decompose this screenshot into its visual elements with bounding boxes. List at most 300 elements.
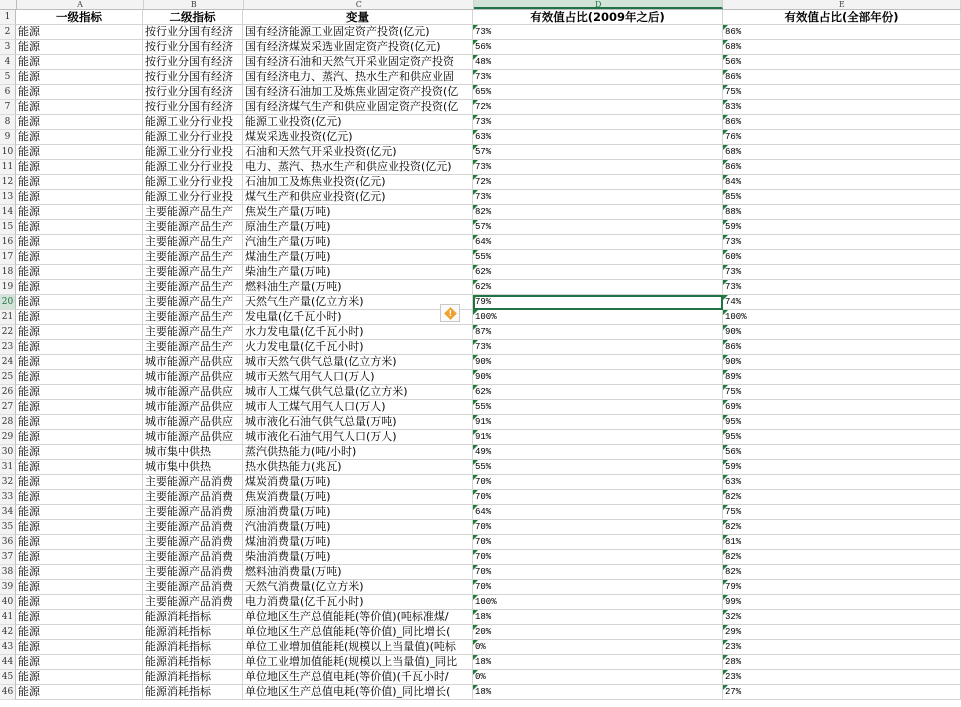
- cell-level2[interactable]: 主要能源产品生产: [143, 310, 243, 325]
- cell-level2[interactable]: 城市集中供热: [143, 445, 243, 460]
- cell-level1[interactable]: 能源: [16, 355, 143, 370]
- row-number[interactable]: 5: [0, 70, 16, 85]
- cell-valid-ratio-2009[interactable]: 91%: [473, 415, 723, 430]
- cell-level2[interactable]: 城市能源产品供应: [143, 355, 243, 370]
- cell-valid-ratio-2009[interactable]: 65%: [473, 85, 723, 100]
- cell-variable[interactable]: 城市人工煤气用气人口(万人): [243, 400, 473, 415]
- cell-valid-ratio-2009[interactable]: 48%: [473, 55, 723, 70]
- cell-level2[interactable]: 主要能源产品消费: [143, 520, 243, 535]
- cell-level2[interactable]: 主要能源产品生产: [143, 265, 243, 280]
- cell-level1[interactable]: 能源: [16, 295, 143, 310]
- cell-variable[interactable]: 柴油生产量(万吨): [243, 265, 473, 280]
- cell-variable[interactable]: 原油消费量(万吨): [243, 505, 473, 520]
- row-number[interactable]: 45: [0, 670, 16, 685]
- cell-valid-ratio-all[interactable]: 76%: [723, 130, 961, 145]
- cell-variable[interactable]: 原油生产量(万吨): [243, 220, 473, 235]
- cell-valid-ratio-2009[interactable]: 70%: [473, 475, 723, 490]
- cell-level2[interactable]: 能源消耗指标: [143, 655, 243, 670]
- row-number[interactable]: 42: [0, 625, 16, 640]
- cell-level2[interactable]: 按行业分国有经济: [143, 70, 243, 85]
- cell-valid-ratio-2009[interactable]: 62%: [473, 280, 723, 295]
- row-number[interactable]: 15: [0, 220, 16, 235]
- column-header-e[interactable]: E: [723, 0, 961, 9]
- cell-level1[interactable]: 能源: [16, 460, 143, 475]
- cell-level2[interactable]: 能源工业分行业投: [143, 115, 243, 130]
- cell-level1[interactable]: 能源: [16, 115, 143, 130]
- cell-level2[interactable]: 城市能源产品供应: [143, 370, 243, 385]
- cell-valid-ratio-2009[interactable]: 18%: [473, 610, 723, 625]
- cell-level2[interactable]: 主要能源产品消费: [143, 550, 243, 565]
- cell-valid-ratio-all[interactable]: 73%: [723, 235, 961, 250]
- cell-valid-ratio-2009[interactable]: 91%: [473, 430, 723, 445]
- cell-variable[interactable]: 发电量(亿千瓦小时): [243, 310, 473, 325]
- cell-valid-ratio-all[interactable]: 23%: [723, 640, 961, 655]
- cell-variable[interactable]: 汽油消费量(万吨): [243, 520, 473, 535]
- cell-level1[interactable]: 能源: [16, 280, 143, 295]
- cell-level2[interactable]: 主要能源产品生产: [143, 205, 243, 220]
- cell-valid-ratio-2009[interactable]: 72%: [473, 175, 723, 190]
- row-number[interactable]: 37: [0, 550, 16, 565]
- cell-level2[interactable]: 城市能源产品供应: [143, 400, 243, 415]
- cell-level1[interactable]: 能源: [16, 340, 143, 355]
- cell-valid-ratio-all[interactable]: 27%: [723, 685, 961, 700]
- row-number[interactable]: 19: [0, 280, 16, 295]
- column-header-b[interactable]: B: [144, 0, 244, 9]
- table-row: [0, 565, 961, 580]
- cell-valid-ratio-all[interactable]: 23%: [723, 670, 961, 685]
- cell-variable[interactable]: 城市天然气供气总量(亿立方米): [243, 355, 473, 370]
- cell-valid-ratio-2009[interactable]: 55%: [473, 400, 723, 415]
- cell-variable[interactable]: 电力消费量(亿千瓦小时): [243, 595, 473, 610]
- cell-variable[interactable]: 单位工业增加值能耗(规模以上当量值)(吨标: [243, 640, 473, 655]
- cell-level1[interactable]: 能源: [16, 445, 143, 460]
- cell-level2[interactable]: 主要能源产品生产: [143, 325, 243, 340]
- cell-variable[interactable]: 燃料油消费量(万吨): [243, 565, 473, 580]
- table-row: [0, 640, 961, 655]
- row-number[interactable]: 40: [0, 595, 16, 610]
- cell-valid-ratio-2009[interactable]: 73%: [473, 115, 723, 130]
- table-row: [0, 310, 961, 325]
- cell-valid-ratio-all[interactable]: 90%: [723, 355, 961, 370]
- cell-level2[interactable]: 能源工业分行业投: [143, 160, 243, 175]
- cell-variable[interactable]: 城市液化石油气用气人口(万人): [243, 430, 473, 445]
- cell-valid-ratio-all[interactable]: 99%: [723, 595, 961, 610]
- row-number[interactable]: 23: [0, 340, 16, 355]
- row-number[interactable]: 43: [0, 640, 16, 655]
- error-check-button[interactable]: [440, 304, 460, 322]
- cell-variable[interactable]: 汽油生产量(万吨): [243, 235, 473, 250]
- cell-valid-ratio-all[interactable]: 88%: [723, 205, 961, 220]
- cell-level1[interactable]: 能源: [16, 25, 143, 40]
- cell-valid-ratio-2009[interactable]: 87%: [473, 325, 723, 340]
- cell-valid-ratio-all[interactable]: 86%: [723, 340, 961, 355]
- cell-level2[interactable]: 按行业分国有经济: [143, 85, 243, 100]
- cell-variable[interactable]: 城市液化石油气供气总量(万吨): [243, 415, 473, 430]
- cell-level1[interactable]: 能源: [16, 130, 143, 145]
- cell-level1[interactable]: 能源: [16, 415, 143, 430]
- row-number[interactable]: 3: [0, 40, 16, 55]
- cell-valid-ratio-2009[interactable]: 70%: [473, 565, 723, 580]
- cell-level2[interactable]: 能源工业分行业投: [143, 175, 243, 190]
- cell-level2[interactable]: 主要能源产品生产: [143, 295, 243, 310]
- cell-valid-ratio-2009[interactable]: 90%: [473, 355, 723, 370]
- row-number[interactable]: 10: [0, 145, 16, 160]
- cell-valid-ratio-all[interactable]: 86%: [723, 115, 961, 130]
- cell-valid-ratio-all[interactable]: 95%: [723, 430, 961, 445]
- cell-valid-ratio-2009[interactable]: 62%: [473, 265, 723, 280]
- row-number[interactable]: 28: [0, 415, 16, 430]
- cell-level1[interactable]: 能源: [16, 385, 143, 400]
- cell-level1[interactable]: 能源: [16, 70, 143, 85]
- header-cell-variable[interactable]: 变量: [243, 10, 473, 25]
- row-number[interactable]: 6: [0, 85, 16, 100]
- cell-variable[interactable]: 单位地区生产总值电耗(等价值)_同比增长(: [243, 685, 473, 700]
- cell-level2[interactable]: 按行业分国有经济: [143, 25, 243, 40]
- cell-variable[interactable]: 国有经济电力、蒸汽、热水生产和供应业固: [243, 70, 473, 85]
- cell-valid-ratio-2009[interactable]: 73%: [473, 25, 723, 40]
- cell-variable[interactable]: 蒸汽供热能力(吨/小时): [243, 445, 473, 460]
- cell-valid-ratio-all[interactable]: 82%: [723, 550, 961, 565]
- cell-valid-ratio-2009[interactable]: 79%: [473, 295, 723, 310]
- cell-level1[interactable]: 能源: [16, 625, 143, 640]
- column-header-c[interactable]: C: [244, 0, 474, 9]
- cell-valid-ratio-2009[interactable]: 64%: [473, 505, 723, 520]
- cell-valid-ratio-2009[interactable]: 57%: [473, 220, 723, 235]
- cell-level2[interactable]: 主要能源产品生产: [143, 280, 243, 295]
- cell-variable[interactable]: 国有经济煤炭采选业固定资产投资(亿元): [243, 40, 473, 55]
- cell-level1[interactable]: 能源: [16, 475, 143, 490]
- row-number[interactable]: 30: [0, 445, 16, 460]
- header-cell-level1[interactable]: 一级指标: [16, 10, 143, 25]
- row-number[interactable]: 46: [0, 685, 16, 700]
- cell-level2[interactable]: 能源消耗指标: [143, 640, 243, 655]
- row-number[interactable]: 1: [0, 10, 16, 25]
- cell-level2[interactable]: 能源工业分行业投: [143, 190, 243, 205]
- table-row: [0, 55, 961, 70]
- cell-valid-ratio-2009[interactable]: 70%: [473, 520, 723, 535]
- header-cell-valid-ratio-all[interactable]: 有效值占比(全部年份): [723, 10, 961, 25]
- cell-valid-ratio-2009[interactable]: 18%: [473, 655, 723, 670]
- cell-level1[interactable]: 能源: [16, 310, 143, 325]
- cell-valid-ratio-all[interactable]: 82%: [723, 520, 961, 535]
- cell-valid-ratio-all[interactable]: 73%: [723, 280, 961, 295]
- cell-valid-ratio-2009[interactable]: 62%: [473, 385, 723, 400]
- table-row: [0, 670, 961, 685]
- header-cell-valid-ratio-2009[interactable]: 有效值占比(2009年之后): [473, 10, 723, 25]
- table-row: [0, 130, 961, 145]
- table-row: [0, 490, 961, 505]
- cell-variable[interactable]: 煤炭采选业投资(亿元): [243, 130, 473, 145]
- row-number[interactable]: 39: [0, 580, 16, 595]
- table-row: [0, 145, 961, 160]
- row-number[interactable]: 41: [0, 610, 16, 625]
- cell-level1[interactable]: 能源: [16, 610, 143, 625]
- cell-level2[interactable]: 主要能源产品生产: [143, 250, 243, 265]
- row-number[interactable]: 44: [0, 655, 16, 670]
- cell-level1[interactable]: 能源: [16, 325, 143, 340]
- cell-level2[interactable]: 能源工业分行业投: [143, 145, 243, 160]
- cell-level2[interactable]: 按行业分国有经济: [143, 55, 243, 70]
- cell-variable[interactable]: 国有经济石油和天然气开采业固定资产投资: [243, 55, 473, 70]
- row-number[interactable]: 36: [0, 535, 16, 550]
- cell-level2[interactable]: 主要能源产品消费: [143, 535, 243, 550]
- cell-valid-ratio-all[interactable]: 56%: [723, 445, 961, 460]
- cell-level1[interactable]: 能源: [16, 490, 143, 505]
- cell-valid-ratio-2009[interactable]: 73%: [473, 160, 723, 175]
- cell-variable[interactable]: 煤炭消费量(万吨): [243, 475, 473, 490]
- row-number[interactable]: 16: [0, 235, 16, 250]
- cell-level1[interactable]: 能源: [16, 505, 143, 520]
- cell-valid-ratio-all[interactable]: 63%: [723, 475, 961, 490]
- cell-level1[interactable]: 能源: [16, 205, 143, 220]
- cell-valid-ratio-2009[interactable]: 73%: [473, 340, 723, 355]
- table-row: [0, 520, 961, 535]
- row-number[interactable]: 9: [0, 130, 16, 145]
- table-row: [0, 85, 961, 100]
- row-number[interactable]: 32: [0, 475, 16, 490]
- cell-valid-ratio-all[interactable]: 75%: [723, 505, 961, 520]
- cell-valid-ratio-all[interactable]: 32%: [723, 610, 961, 625]
- cell-level1[interactable]: 能源: [16, 685, 143, 700]
- row-number[interactable]: 17: [0, 250, 16, 265]
- cell-variable[interactable]: 单位工业增加值能耗(规模以上当量值)_同比: [243, 655, 473, 670]
- row-number[interactable]: 11: [0, 160, 16, 175]
- cell-level2[interactable]: 城市能源产品供应: [143, 415, 243, 430]
- cell-level1[interactable]: 能源: [16, 580, 143, 595]
- cell-variable[interactable]: 单位地区生产总值电耗(等价值)(千瓦小时/: [243, 670, 473, 685]
- cell-valid-ratio-all[interactable]: 86%: [723, 25, 961, 40]
- cell-level1[interactable]: 能源: [16, 190, 143, 205]
- row-number[interactable]: 2: [0, 25, 16, 40]
- cell-variable[interactable]: 国有经济煤气生产和供应业固定资产投资(亿: [243, 100, 473, 115]
- cell-variable[interactable]: 国有经济石油加工及炼焦业固定资产投资(亿: [243, 85, 473, 100]
- cell-valid-ratio-all[interactable]: 82%: [723, 490, 961, 505]
- cell-level2[interactable]: 能源消耗指标: [143, 610, 243, 625]
- cell-level1[interactable]: 能源: [16, 535, 143, 550]
- header-cell-level2[interactable]: 二级指标: [143, 10, 243, 25]
- cell-variable[interactable]: 煤油生产量(万吨): [243, 250, 473, 265]
- table-row: [0, 100, 961, 115]
- cell-level1[interactable]: 能源: [16, 145, 143, 160]
- cell-level1[interactable]: 能源: [16, 175, 143, 190]
- cell-valid-ratio-all[interactable]: 79%: [723, 580, 961, 595]
- cell-level2[interactable]: 能源消耗指标: [143, 670, 243, 685]
- cell-valid-ratio-2009[interactable]: 73%: [473, 70, 723, 85]
- cell-level1[interactable]: 能源: [16, 520, 143, 535]
- table-row: [0, 175, 961, 190]
- cell-valid-ratio-all[interactable]: 59%: [723, 220, 961, 235]
- table-row: [0, 190, 961, 205]
- cell-level1[interactable]: 能源: [16, 565, 143, 580]
- cell-level2[interactable]: 主要能源产品消费: [143, 505, 243, 520]
- cell-variable[interactable]: 能源工业投资(亿元): [243, 115, 473, 130]
- cell-valid-ratio-2009[interactable]: 100%: [473, 595, 723, 610]
- cell-valid-ratio-2009[interactable]: 70%: [473, 535, 723, 550]
- cell-level2[interactable]: 城市能源产品供应: [143, 430, 243, 445]
- cell-valid-ratio-2009[interactable]: 0%: [473, 670, 723, 685]
- cell-level1[interactable]: 能源: [16, 40, 143, 55]
- cell-level1[interactable]: 能源: [16, 670, 143, 685]
- row-number[interactable]: 34: [0, 505, 16, 520]
- cell-variable[interactable]: 天然气生产量(亿立方米): [243, 295, 473, 310]
- row-number[interactable]: 29: [0, 430, 16, 445]
- row-number[interactable]: 22: [0, 325, 16, 340]
- cell-valid-ratio-2009[interactable]: 73%: [473, 190, 723, 205]
- cell-level2[interactable]: 按行业分国有经济: [143, 100, 243, 115]
- cell-valid-ratio-2009[interactable]: 20%: [473, 625, 723, 640]
- cell-level1[interactable]: 能源: [16, 250, 143, 265]
- cell-valid-ratio-all[interactable]: 82%: [723, 565, 961, 580]
- cell-level2[interactable]: 主要能源产品消费: [143, 490, 243, 505]
- cell-valid-ratio-all[interactable]: 28%: [723, 655, 961, 670]
- cell-valid-ratio-all[interactable]: 75%: [723, 85, 961, 100]
- row-number[interactable]: 20: [0, 295, 16, 310]
- cell-valid-ratio-2009[interactable]: 56%: [473, 40, 723, 55]
- cell-valid-ratio-all[interactable]: 86%: [723, 70, 961, 85]
- cell-variable[interactable]: 石油加工及炼焦业投资(亿元): [243, 175, 473, 190]
- cell-valid-ratio-all[interactable]: 81%: [723, 535, 961, 550]
- cell-valid-ratio-all[interactable]: 89%: [723, 370, 961, 385]
- cell-level1[interactable]: 能源: [16, 235, 143, 250]
- cell-valid-ratio-2009[interactable]: 70%: [473, 490, 723, 505]
- cell-valid-ratio-all[interactable]: 75%: [723, 385, 961, 400]
- cell-level1[interactable]: 能源: [16, 370, 143, 385]
- cell-valid-ratio-2009[interactable]: 57%: [473, 145, 723, 160]
- cell-level2[interactable]: 主要能源产品生产: [143, 340, 243, 355]
- cell-variable[interactable]: 城市人工煤气供气总量(亿立方米): [243, 385, 473, 400]
- cell-valid-ratio-2009[interactable]: 18%: [473, 685, 723, 700]
- cell-variable[interactable]: 城市天然气用气人口(万人): [243, 370, 473, 385]
- cell-level2[interactable]: 主要能源产品消费: [143, 475, 243, 490]
- row-number[interactable]: 14: [0, 205, 16, 220]
- cell-valid-ratio-2009[interactable]: 70%: [473, 550, 723, 565]
- row-number[interactable]: 25: [0, 370, 16, 385]
- cell-variable[interactable]: 单位地区生产总值能耗(等价值)(吨标准煤/: [243, 610, 473, 625]
- row-number[interactable]: 35: [0, 520, 16, 535]
- cell-level2[interactable]: 能源消耗指标: [143, 625, 243, 640]
- cell-valid-ratio-all[interactable]: 95%: [723, 415, 961, 430]
- cell-variable[interactable]: 电力、蒸汽、热水生产和供应业投资(亿元): [243, 160, 473, 175]
- cell-valid-ratio-2009[interactable]: 0%: [473, 640, 723, 655]
- row-number[interactable]: 21: [0, 310, 16, 325]
- row-number[interactable]: 27: [0, 400, 16, 415]
- cell-level1[interactable]: 能源: [16, 85, 143, 100]
- cell-valid-ratio-2009[interactable]: 100%: [473, 310, 723, 325]
- cell-valid-ratio-2009[interactable]: 70%: [473, 580, 723, 595]
- cell-valid-ratio-all[interactable]: 74%: [723, 295, 961, 310]
- cell-level1[interactable]: 能源: [16, 220, 143, 235]
- cell-valid-ratio-all[interactable]: 90%: [723, 325, 961, 340]
- row-number[interactable]: 33: [0, 490, 16, 505]
- cell-valid-ratio-all[interactable]: 29%: [723, 625, 961, 640]
- row-number[interactable]: 7: [0, 100, 16, 115]
- cell-valid-ratio-2009[interactable]: 55%: [473, 250, 723, 265]
- cell-valid-ratio-2009[interactable]: 64%: [473, 235, 723, 250]
- cell-valid-ratio-all[interactable]: 60%: [723, 250, 961, 265]
- cell-valid-ratio-all[interactable]: 68%: [723, 145, 961, 160]
- cell-valid-ratio-all[interactable]: 86%: [723, 160, 961, 175]
- cell-variable[interactable]: 燃料油生产量(万吨): [243, 280, 473, 295]
- cell-valid-ratio-2009[interactable]: 72%: [473, 100, 723, 115]
- cell-variable[interactable]: 焦炭生产量(万吨): [243, 205, 473, 220]
- cell-valid-ratio-all[interactable]: 100%: [723, 310, 961, 325]
- row-number[interactable]: 31: [0, 460, 16, 475]
- cell-level2[interactable]: 按行业分国有经济: [143, 40, 243, 55]
- cell-level2[interactable]: 主要能源产品消费: [143, 595, 243, 610]
- column-header-a[interactable]: A: [17, 0, 144, 9]
- cell-level2[interactable]: 主要能源产品消费: [143, 565, 243, 580]
- cell-valid-ratio-all[interactable]: 68%: [723, 40, 961, 55]
- cell-level1[interactable]: 能源: [16, 100, 143, 115]
- row-number[interactable]: 8: [0, 115, 16, 130]
- cell-level2[interactable]: 主要能源产品生产: [143, 235, 243, 250]
- row-number[interactable]: 26: [0, 385, 16, 400]
- row-number[interactable]: 4: [0, 55, 16, 70]
- cell-valid-ratio-2009[interactable]: 82%: [473, 205, 723, 220]
- cell-level1[interactable]: 能源: [16, 640, 143, 655]
- cell-valid-ratio-all[interactable]: 56%: [723, 55, 961, 70]
- cell-variable[interactable]: 单位地区生产总值能耗(等价值)_同比增长(: [243, 625, 473, 640]
- cell-level1[interactable]: 能源: [16, 430, 143, 445]
- cell-level1[interactable]: 能源: [16, 400, 143, 415]
- cell-valid-ratio-2009[interactable]: 63%: [473, 130, 723, 145]
- cell-valid-ratio-all[interactable]: 85%: [723, 190, 961, 205]
- grid-rows: [0, 10, 961, 700]
- cell-valid-ratio-all[interactable]: 73%: [723, 265, 961, 280]
- row-number[interactable]: 13: [0, 190, 16, 205]
- cell-variable[interactable]: 热水供热能力(兆瓦): [243, 460, 473, 475]
- cell-level2[interactable]: 城市能源产品供应: [143, 385, 243, 400]
- cell-level1[interactable]: 能源: [16, 55, 143, 70]
- cell-variable[interactable]: 煤气生产和供应业投资(亿元): [243, 190, 473, 205]
- table-row: [0, 220, 961, 235]
- row-number[interactable]: 38: [0, 565, 16, 580]
- row-number[interactable]: 24: [0, 355, 16, 370]
- cell-valid-ratio-2009[interactable]: 49%: [473, 445, 723, 460]
- cell-valid-ratio-all[interactable]: 84%: [723, 175, 961, 190]
- cell-level2[interactable]: 能源消耗指标: [143, 685, 243, 700]
- cell-valid-ratio-all[interactable]: 69%: [723, 400, 961, 415]
- cell-variable[interactable]: 石油和天然气开采业投资(亿元): [243, 145, 473, 160]
- cell-variable[interactable]: 水力发电量(亿千瓦小时): [243, 325, 473, 340]
- cell-variable[interactable]: 柴油消费量(万吨): [243, 550, 473, 565]
- cell-variable[interactable]: 煤油消费量(万吨): [243, 535, 473, 550]
- cell-variable[interactable]: 火力发电量(亿千瓦小时): [243, 340, 473, 355]
- cell-valid-ratio-all[interactable]: 59%: [723, 460, 961, 475]
- row-number[interactable]: 12: [0, 175, 16, 190]
- cell-variable[interactable]: 国有经济能源工业固定资产投资(亿元): [243, 25, 473, 40]
- cell-level1[interactable]: 能源: [16, 265, 143, 280]
- cell-valid-ratio-2009[interactable]: 90%: [473, 370, 723, 385]
- select-all-corner[interactable]: [0, 0, 17, 9]
- cell-level2[interactable]: 城市集中供热: [143, 460, 243, 475]
- cell-valid-ratio-2009[interactable]: 55%: [473, 460, 723, 475]
- table-row: [0, 505, 961, 520]
- cell-level1[interactable]: 能源: [16, 595, 143, 610]
- cell-level2[interactable]: 能源工业分行业投: [143, 130, 243, 145]
- exclamation-diamond-icon: !: [444, 307, 457, 320]
- cell-level2[interactable]: 主要能源产品消费: [143, 580, 243, 595]
- cell-level2[interactable]: 主要能源产品生产: [143, 220, 243, 235]
- cell-level1[interactable]: 能源: [16, 160, 143, 175]
- cell-variable[interactable]: 焦炭消费量(万吨): [243, 490, 473, 505]
- column-header-d[interactable]: D: [474, 0, 723, 9]
- cell-level1[interactable]: 能源: [16, 655, 143, 670]
- cell-level1[interactable]: 能源: [16, 550, 143, 565]
- cell-variable[interactable]: 天然气消费量(亿立方米): [243, 580, 473, 595]
- cell-valid-ratio-all[interactable]: 83%: [723, 100, 961, 115]
- row-number[interactable]: 18: [0, 265, 16, 280]
